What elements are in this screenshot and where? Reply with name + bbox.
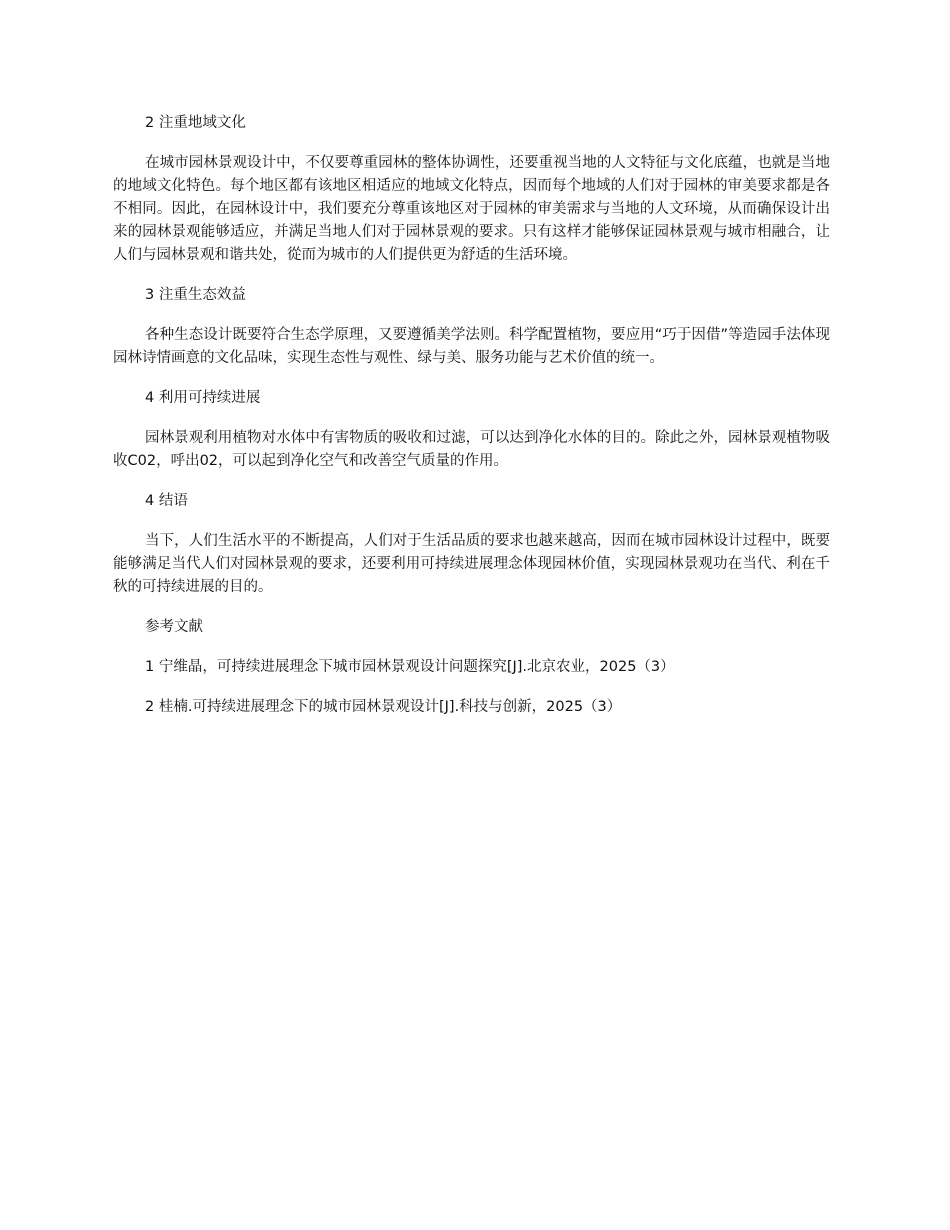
section-body-sustainable-development: 园林景观利用植物对水体中有害物质的吸收和过滤，可以达到净化水体的目的。除此之外，园林景观植物吸收C02，呼出02，可以起到净化空气和改善空气质量的作用。 <box>113 430 830 469</box>
section-heading-sustainable-development: 4 利用可持续进展 <box>145 390 261 406</box>
section-body-ecological-benefit: 各种生态设计既要符合生态学原理，又要遵循美学法则。科学配置植物，要应用“巧于因借”等造园手法体现园林诗情画意的文化品味，实现生态性与观性、绿与美、服务功能与艺术价值的统一。 <box>113 327 830 366</box>
document-page <box>113 112 830 736</box>
section-heading-ecological-benefit: 3 注重生态效益 <box>145 287 246 303</box>
reference-item: 2 桂楠.可持续进展理念下的城市园林景观设计[J].科技与创新，2025（3） <box>145 699 622 715</box>
reference-item: 1 宁维晶，可持续进展理念下城市园林景观设计问题探究[J].北京农业，2025（3） <box>145 659 675 675</box>
section-body-regional-culture: 在城市园林景观设计中，不仅要尊重园林的整体协调性，还要重视当地的人文特征与文化底蕴，也就是当地的地域文化特色。每个地区都有该地区相适应的地域文化特点，因而每个地域的人们对于园林的审美要求都是各不相同。因此，在园林设计中，我们要充分尊重该地区对于园林的审美需求与当地的人文环境，从而确保设计出来的园林景观能够适应，并满足当地人们对于园林景观的要求。只有这样才能够保证园林景观与城市相融合，让人们与园林景观和谐共处，從而为城市的人们提供更为舒适的生活环境。 <box>113 155 830 263</box>
section-heading-conclusion: 4 结语 <box>145 493 188 509</box>
section-body-conclusion: 当下，人们生活水平的不断提高，人们对于生活品质的要求也越来越高，因而在城市园林设计过程中，既要能够满足当代人们对园林景观的要求，还要利用可持续进展理念体现园林价值，实现园林景观功在当代、利在千秋的可持续进展的目的。 <box>113 533 830 595</box>
references-heading: 参考文献 <box>145 619 203 635</box>
section-heading-regional-culture: 2 注重地域文化 <box>145 115 246 131</box>
